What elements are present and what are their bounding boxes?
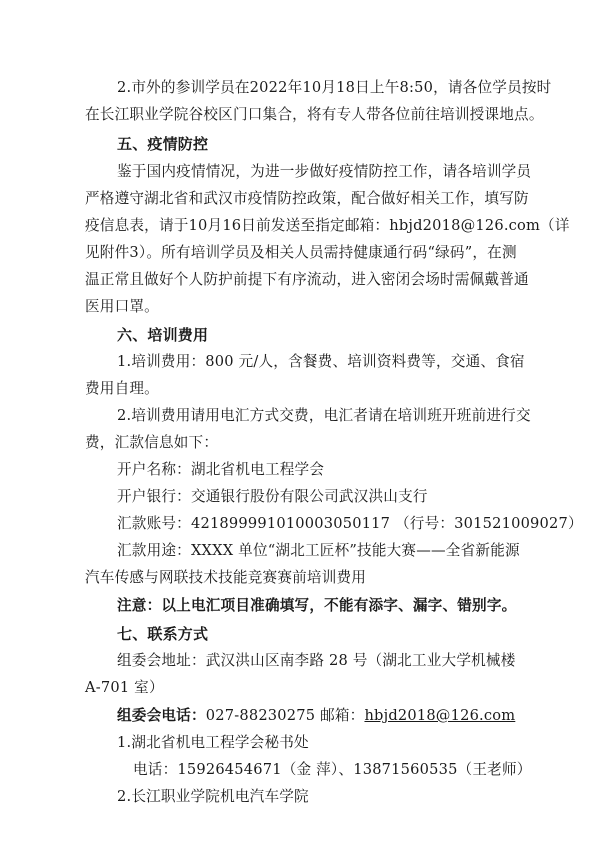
epidemic-line-6: 医用口罩。 <box>85 298 159 315</box>
bank-name: 开户银行：交通银行股份有限公司武汉洪山支行 <box>117 488 428 505</box>
fee-line-1: 1.培训费用：800 元/人，含餐费、培训资料费等，交通、食宿 <box>117 353 525 370</box>
phone-email-line <box>117 706 515 726</box>
epidemic-line-1: 鉴于国内疫情情况，为进一步做好疫情防控工作，请各培训学员 <box>117 163 532 180</box>
section-heading-contact: 七、联系方式 <box>117 625 209 643</box>
org-1: 1.湖北省机电工程学会秘书处 <box>117 734 309 751</box>
remit-purpose-line-2: 汽车传感与网联技术技能竞赛赛前培训费用 <box>85 569 367 586</box>
phone-label: 组委会电话： <box>117 707 206 724</box>
epidemic-line-5: 温正常且做好个人防护前提下有序流动，进入密闭会场时需佩戴普通 <box>85 271 529 288</box>
phone-number: 027-88230275 邮箱： <box>205 707 365 724</box>
org-2: 2.长江职业学院机电汽车学院 <box>117 788 309 805</box>
address-line-1 <box>117 651 516 671</box>
remit-purpose-line-1: 汇款用途：XXXX 单位“湖北工匠杯”技能大赛——全省新能源 <box>117 542 520 559</box>
epidemic-line-4: 见附件3）。所有培训学员及相关人员需持健康通行码“绿码”，在测 <box>85 244 517 261</box>
remit-line-2: 费，汇款信息如下： <box>85 434 219 451</box>
section-heading-epidemic: 五、疫情防控 <box>117 135 209 153</box>
para-assembly-line-1: 2.市外的参训学员在2022年10月18日上午8:50，请各位学员按时 <box>117 79 552 96</box>
fee-line-2: 费用自理。 <box>85 380 159 397</box>
address-line-2: A-701 室） <box>85 679 164 696</box>
para-assembly-line-2: 在长江职业学院谷校区门口集合，将有专人带各位前往培训授课地点。 <box>85 106 544 123</box>
remit-note: 注意：以上电汇项目准确填写，不能有添字、漏字、错别字。 <box>117 597 517 614</box>
address-text: 组委会地址：武汉洪山区南李路 28 号（湖北工业大学机械楼 <box>117 652 516 669</box>
epidemic-line-2: 严格遵守湖北省和武汉市疫情防控政策，配合做好相关工作，填写防 <box>85 190 529 207</box>
account-name: 开户名称：湖北省机电工程学会 <box>117 461 325 478</box>
account-number: 汇款账号：421899991010003050117 （行号：301521009027） <box>117 515 583 532</box>
org-1-phone: 电话：15926454671（金 萍）、13871560535（王老师） <box>133 761 532 778</box>
remit-line-1: 2.培训费用请用电汇方式交费，电汇者请在培训班开班前进行交 <box>117 407 531 424</box>
email-link[interactable]: hbjd2018@126.com <box>364 707 516 724</box>
section-heading-fees: 六、培训费用 <box>117 326 209 344</box>
epidemic-line-3: 疫信息表，请于10月16日前发送至指定邮箱：hbjd2018@126.com（详 <box>85 217 570 234</box>
